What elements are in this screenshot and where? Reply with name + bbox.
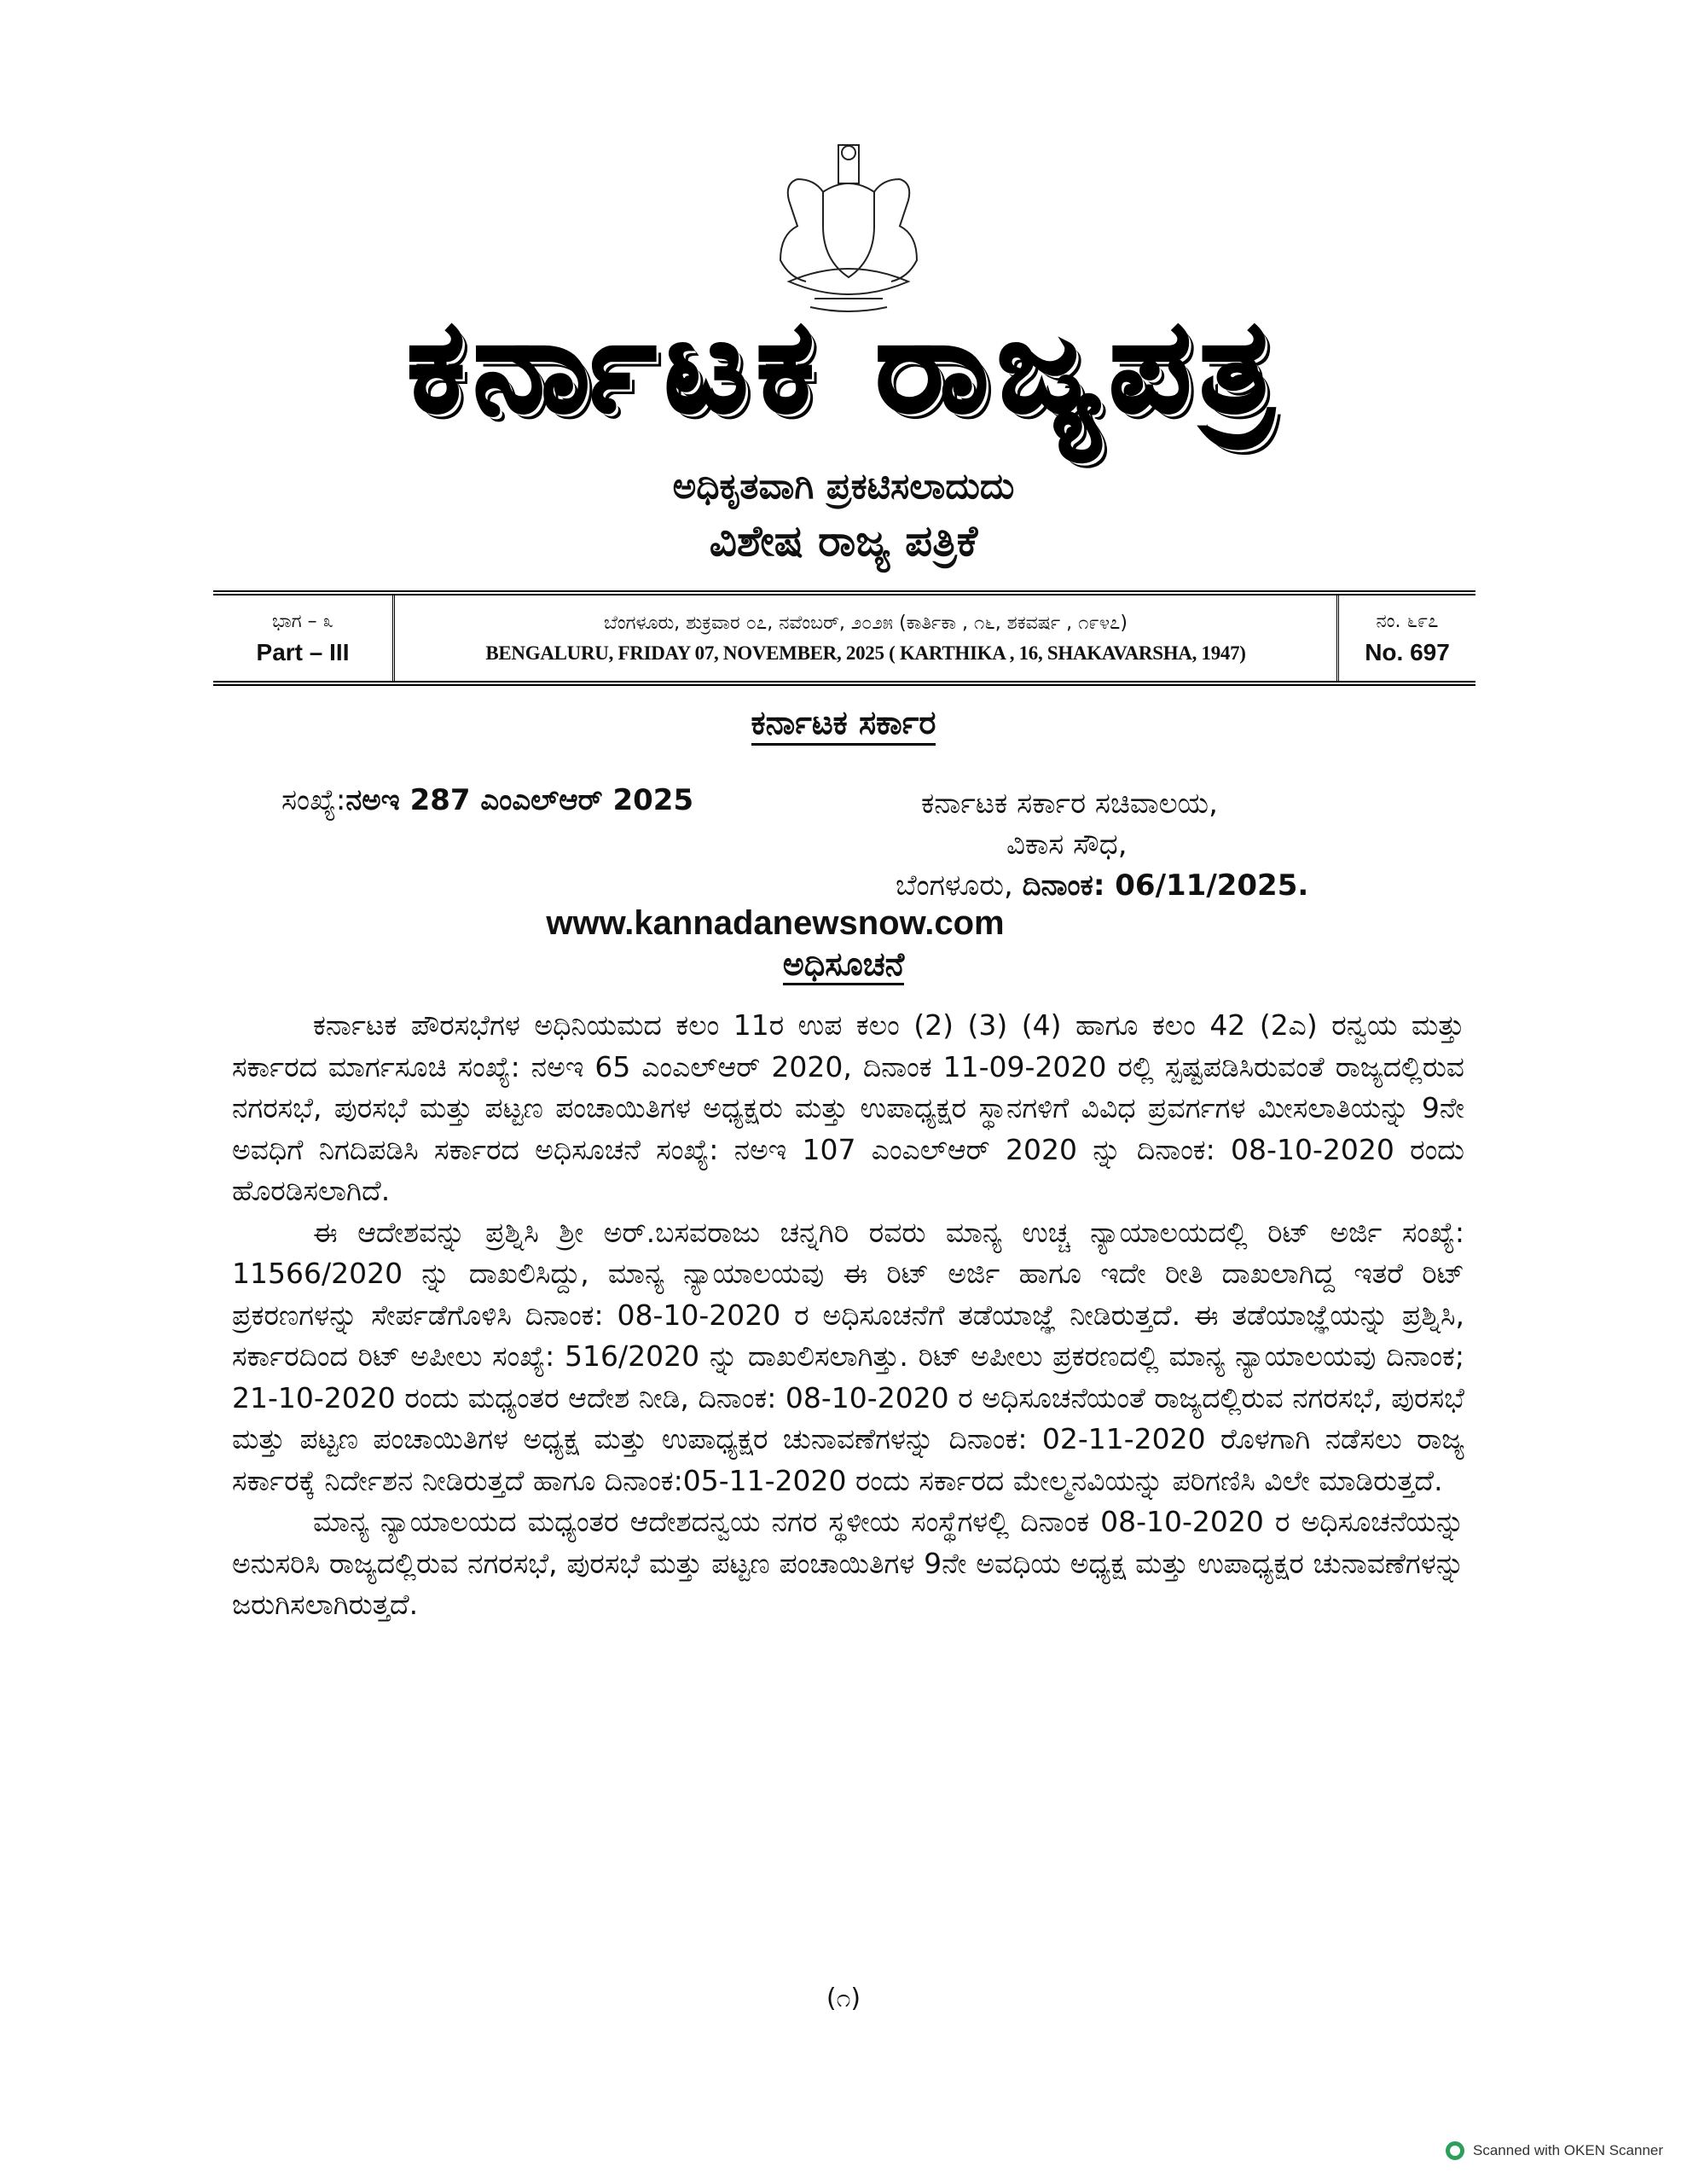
oken-logo-icon <box>1446 2141 1464 2160</box>
document-date: ದಿನಾಂಕ: 06/11/2025. <box>1022 868 1309 903</box>
issue-number-cell <box>1339 595 1475 681</box>
issue-info-bar <box>213 590 1475 686</box>
address-line-2: ವಿಕಾಸ ಸೌಧ, <box>1006 828 1128 862</box>
notification-title <box>0 945 1687 984</box>
issue-number-kannada: ನಂ. ೬೯೭ <box>1376 610 1439 632</box>
website-watermark: www.kannadanewsnow.com <box>546 904 1005 942</box>
part-english: Part – III <box>256 638 350 665</box>
address-city: ಬೆಂಗಳೂರು, <box>896 868 1023 903</box>
date-cell <box>395 595 1339 681</box>
notification-title-text: ಅಧಿಸೂಚನೆ <box>783 945 905 985</box>
address-date-line <box>896 865 1308 906</box>
scanner-label: Scanned with OKEN Scanner <box>1473 2142 1664 2158</box>
reference-number <box>281 783 693 817</box>
masthead-subtitle-special: ವಿಶೇಷ ರಾಜ್ಯ ಪತ್ರಿಕೆ <box>709 516 978 566</box>
body-paragraph: ಮಾನ್ಯ ನ್ಯಾಯಾಲಯದ ಮಧ್ಯಂತರ ಆದೇಶದನ್ವಯ ನಗರ ಸ್ಥಳೀಯ ಸಂಸ್ಥೆಗಳಲ್ಲಿ ದಿನಾಂಕ 08-10-2020 ರ ಅಧಿಸೂಚನೆಯನ್ನು ಅನುಸರಿಸಿ ರಾಜ್ಯದಲ್ಲಿರುವ ನಗರಸಭೆ, ಪುರಸಭೆ ಮತ್ತು ಪಟ್ಟಣ ಪಂಚಾಯಿತಿಗಳ 9ನೇ ಅವಧಿಯ ಅಧ್ಯಕ್ಷ ಮತ್ತು ಉಪಾಧ್ಯಕ್ಷರ ಚುನಾವಣೆಗಳನ್ನು ಜರುಗಿಸಲಾಗಿರುತ್ತದೆ. <box>232 1505 1464 1621</box>
government-heading <box>0 704 1687 742</box>
notification-body <box>232 1005 1464 1626</box>
reference-value: ನಅಇ 287 ಎಂಎಲ್ಆರ್ 2025 <box>345 783 694 817</box>
part-kannada: ಭಾಗ – ೩ <box>271 610 333 632</box>
office-address <box>896 783 1309 906</box>
scanner-watermark <box>1446 2141 1663 2160</box>
gazette-masthead-title: ಕರ್ನಾಟಕ ರಾಜ್ಯಪತ್ರ <box>407 293 1282 441</box>
masthead-subtitle-published: ಅಧಿಕೃತವಾಗಿ ಪ್ರಕಟಿಸಲಾದುದು <box>672 465 1015 507</box>
part-cell <box>213 595 395 681</box>
body-paragraph: ಈ ಆದೇಶವನ್ನು ಪ್ರಶ್ನಿಸಿ ಶ್ರೀ ಅರ್.ಬಸವರಾಜು ಚನ್ನಗಿರಿ ರವರು ಮಾನ್ಯ ಉಚ್ಚ ನ್ಯಾಯಾಲಯದಲ್ಲಿ ರಿಟ್ ಅರ್ಜಿ ಸಂಖ್ಯೆ: 11566/2020 ನ್ನು ದಾಖಲಿಸಿದ್ದು, ಮಾನ್ಯ ನ್ಯಾಯಾಲಯವು ಈ ರಿಟ್ ಅರ್ಜಿ ಹಾಗೂ ಇದೇ ರೀತಿ ದಾಖಲಾಗಿದ್ದ ಇತರೆ ರಿಟ್ ಪ್ರಕರಣಗಳನ್ನು ಸೇರ್ಪಡೆಗೊಳಿಸಿ ದಿನಾಂಕ: 08-10-2020 ರ ಅಧಿಸೂಚನೆಗೆ ತಡೆಯಾಜ್ಞೆ ನೀಡಿರುತ್ತದೆ. ಈ ತಡೆಯಾಜ್ಞೆಯನ್ನು ಪ್ರಶ್ನಿಸಿ, ಸರ್ಕಾರದಿಂದ ರಿಟ್ ಅಪೀಲು ಸಂಖ್ಯೆ: 516/2020 ನ್ನು ದಾಖಲಿಸಲಾಗಿತ್ತು. ರಿಟ್ ಅಪೀಲು ಪ್ರಕರಣದಲ್ಲಿ ಮಾನ್ಯ ನ್ಯಾಯಾಲಯವು ದಿನಾಂಕ; 21-10-2020 ರಂದು ಮಧ್ಯಂತರ ಆದೇಶ ನೀಡಿ, ದಿನಾಂಕ: 08-10-2020 ರ ಅಧಿಸೂಚನೆಯಂತೆ ರಾಜ್ಯದಲ್ಲಿರುವ ನಗರಸಭೆ, ಪುರಸಭೆ ಮತ್ತು ಪಟ್ಟಣ ಪಂಚಾಯಿತಿಗಳ ಅಧ್ಯಕ್ಷ ಮತ್ತು ಉಪಾಧ್ಯಕ್ಷರ ಚುನಾವಣೆಗಳನ್ನು ದಿನಾಂಕ: 02-11-2020 ರೊಳಗಾಗಿ ನಡೆಸಲು ರಾಜ್ಯ ಸರ್ಕಾರಕ್ಕೆ ನಿರ್ದೇಶನ ನೀಡಿರುತ್ತದೆ ಹಾಗೂ ದಿನಾಂಕ:05-11-2020 ರಂದು ಸರ್ಕಾರದ ಮೇಲ್ಮನವಿಯನ್ನು ಪರಿಗಣಿಸಿ ವಿಲೇ ಮಾಡಿರುತ್ತದೆ. <box>232 1215 1464 1497</box>
date-english: BENGALURU, FRIDAY 07, NOVEMBER, 2025 ( KARTHIKA , 16, SHAKAVARSHA, 1947) <box>485 642 1246 664</box>
reference-label: ಸಂಖ್ಯೆ: <box>281 783 346 817</box>
address-line-1: ಕರ್ನಾಟಕ ಸರ್ಕಾರ ಸಚಿವಾಲಯ, <box>921 787 1218 821</box>
issue-number-english: No. 697 <box>1365 638 1450 665</box>
body-paragraph: ಕರ್ನಾಟಕ ಪೌರಸಭೆಗಳ ಅಧಿನಿಯಮದ ಕಲಂ 11ರ ಉಪ ಕಲಂ (2) (3) (4) ಹಾಗೂ ಕಲಂ 42 (2ಎ) ರನ್ವಯ ಮತ್ತು ಸರ್ಕಾರದ ಮಾರ್ಗಸೂಚಿ ಸಂಖ್ಯೆ: ನಅಇ 65 ಎಂಎಲ್ಆರ್ 2020, ದಿನಾಂಕ 11-09-2020 ರಲ್ಲಿ ಸ್ಪಷ್ಟಪಡಿಸಿರುವಂತೆ ರಾಜ್ಯದಲ್ಲಿರುವ ನಗರಸಭೆ, ಪುರಸಭೆ ಮತ್ತು ಪಟ್ಟಣ ಪಂಚಾಯಿತಿಗಳ ಅಧ್ಯಕ್ಷರು ಮತ್ತು ಉಪಾಧ್ಯಕ್ಷರ ಸ್ಥಾನಗಳಿಗೆ ವಿವಿಧ ಪ್ರವರ್ಗಗಳ ಮೀಸಲಾತಿಯನ್ನು 9ನೇ ಅವಧಿಗೆ ನಿಗದಿಪಡಿಸಿ ಸರ್ಕಾರದ ಅಧಿಸೂಚನೆ ಸಂಖ್ಯೆ: ನಅಇ 107 ಎಂಎಲ್ಆರ್ 2020 ನ್ನು ದಿನಾಂಕ: 08-10-2020 ರಂದು ಹೊರಡಿಸಲಾಗಿದೆ. <box>232 1008 1464 1207</box>
date-kannada: ಬೆಂಗಳೂರು, ಶುಕ್ರವಾರ ೦೭, ನವೆಂಬರ್, ೨೦೨೫ (ಕಾರ್ತಿಕಾ , ೧೬, ಶಕವರ್ಷ , ೧೯೪೭) <box>604 612 1128 634</box>
government-heading-text: ಕರ್ನಾಟಕ ಸರ್ಕಾರ <box>751 704 936 746</box>
page-number: (೧) <box>826 1984 861 2013</box>
